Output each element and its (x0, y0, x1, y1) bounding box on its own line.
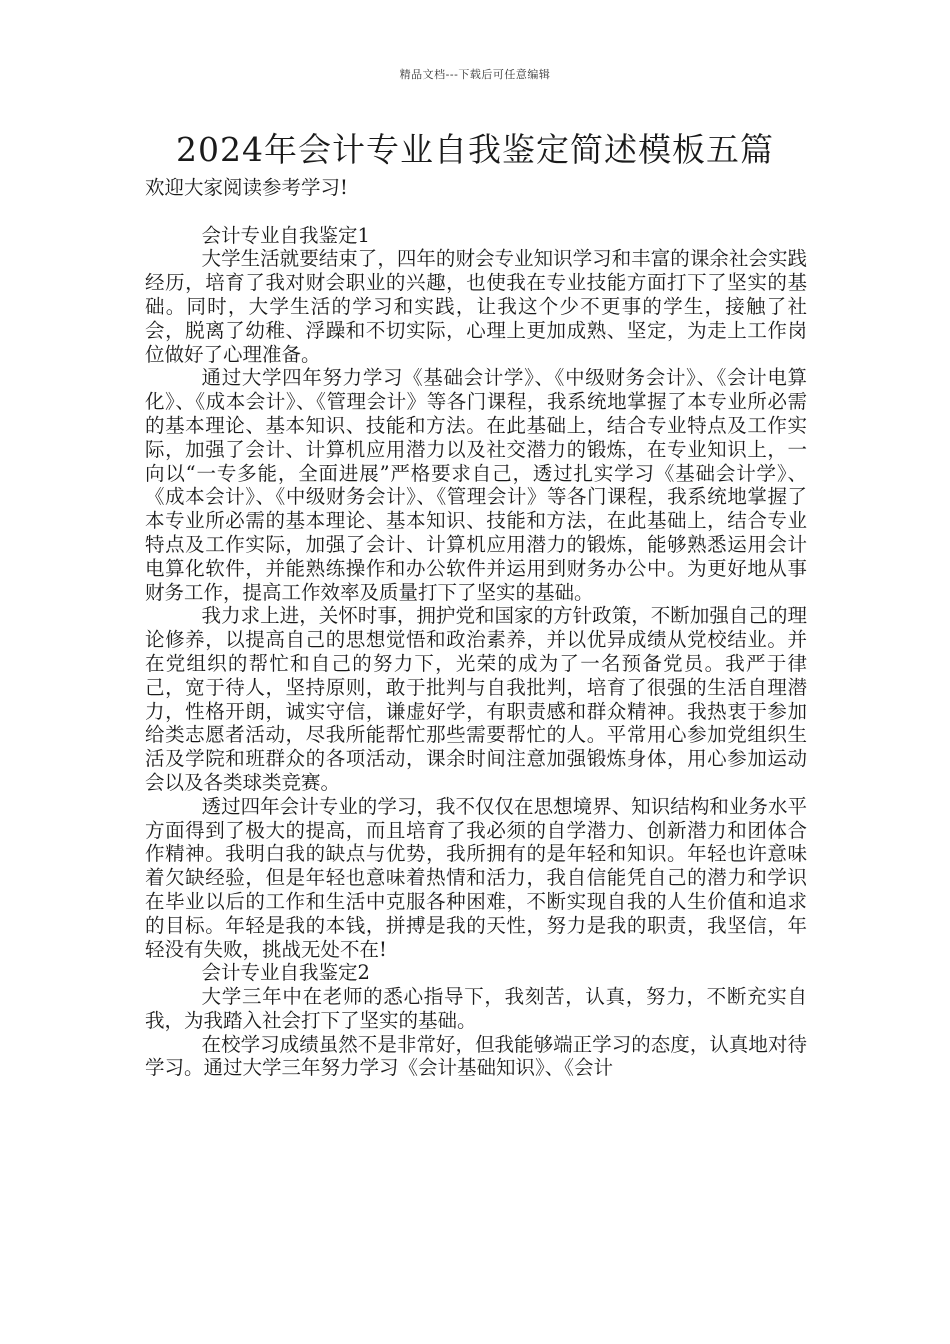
paragraph: 通过大学四年努力学习《基础会计学》、《中级财务会计》、《会计电算化》、《成本会计》、《管理会计》等各门课程，我系统地掌握了本专业所必需的基本理论、基本知识、技能和方法。在此基础上，结合专业特点及工作实际，加强了会计、计算机应用潜力以及社交潜力的锻炼，在专业知识上，一向以“一专多能，全面进展”严格要求自己，透过扎实学习《基础会计学》、《成本会计》、《中级财务会计》、《管理会计》等各门课程，我系统地掌握了本专业所必需的基本理论、基本知识、技能和方法，在此基础上，结合专业特点及工作实际，加强了会计、计算机应用潜力的锻炼，能够熟悉运用会计电算化软件，并能熟练操作和办公软件并运用到财务办公中。为更好地从事财务工作，提高工作效率及质量打下了坚实的基础。 (145, 366, 807, 604)
document-body (145, 176, 807, 1080)
section-heading-1: 会计专业自我鉴定1 (201, 223, 370, 247)
document-title: 2024年会计专业自我鉴定简述模板五篇 (176, 130, 774, 169)
paragraph: 透过四年会计专业的学习，我不仅仅在思想境界、知识结构和业务水平方面得到了极大的提高，而且培育了我必须的自学潜力、创新潜力和团体合作精神。我明白我的缺点与优势，我所拥有的是年轻和知识。年轻也许意味着欠缺经验，但是年轻也意味着热情和活力，我自信能凭自己的潜力和学识在毕业以后的工作和生活中克服各种困难，不断实现自我的人生价值和追求的目标。年轻是我的本钱，拼搏是我的天性，努力是我的职责，我坚信，年轻没有失败，挑战无处不在! (145, 794, 807, 961)
section-heading-2: 会计专业自我鉴定2 (201, 961, 370, 985)
paragraph: 大学三年中在老师的悉心指导下，我刻苦，认真，努力，不断充实自我，为我踏入社会打下了坚实的基础。 (145, 985, 807, 1032)
paragraph: 在校学习成绩虽然不是非常好，但我能够端正学习的态度，认真地对待学习。通过大学三年努力学习《会计基础知识》、《会计 (145, 1032, 807, 1080)
intro-text: 欢迎大家阅读参考学习! (145, 176, 348, 199)
paragraph: 大学生活就要结束了，四年的财会专业知识学习和丰富的课余社会实践经历，培育了我对财会职业的兴趣，也使我在专业技能方面打下了坚实的基础。同时，大学生活的学习和实践，让我这个少不更事的学生，接触了社会，脱离了幼稚、浮躁和不切实际，心理上更加成熟、坚定，为走上工作岗位做好了心理准备。 (145, 247, 807, 366)
paragraph: 我力求上进，关怀时事，拥护党和国家的方针政策，不断加强自己的理论修养，以提高自己的思想觉悟和政治素养，并以优异成绩从党校结业。并在党组织的帮忙和自己的努力下，光荣的成为了一名预备党员。我严于律己，宽于待人，坚持原则，敢于批判与自我批判，培育了很强的生活自理潜力，性格开朗，诚实守信，谦虚好学，有职责感和群众精神。我热衷于参加给类志愿者活动，尽我所能帮忙那些需要帮忙的人。平常用心参加党组织生活及学院和班群众的各项活动，课余时间注意加强锻炼身体，用心参加运动会以及各类球类竞赛。 (145, 604, 807, 794)
header-note: 精品文档---下载后可任意编辑 (399, 68, 551, 81)
